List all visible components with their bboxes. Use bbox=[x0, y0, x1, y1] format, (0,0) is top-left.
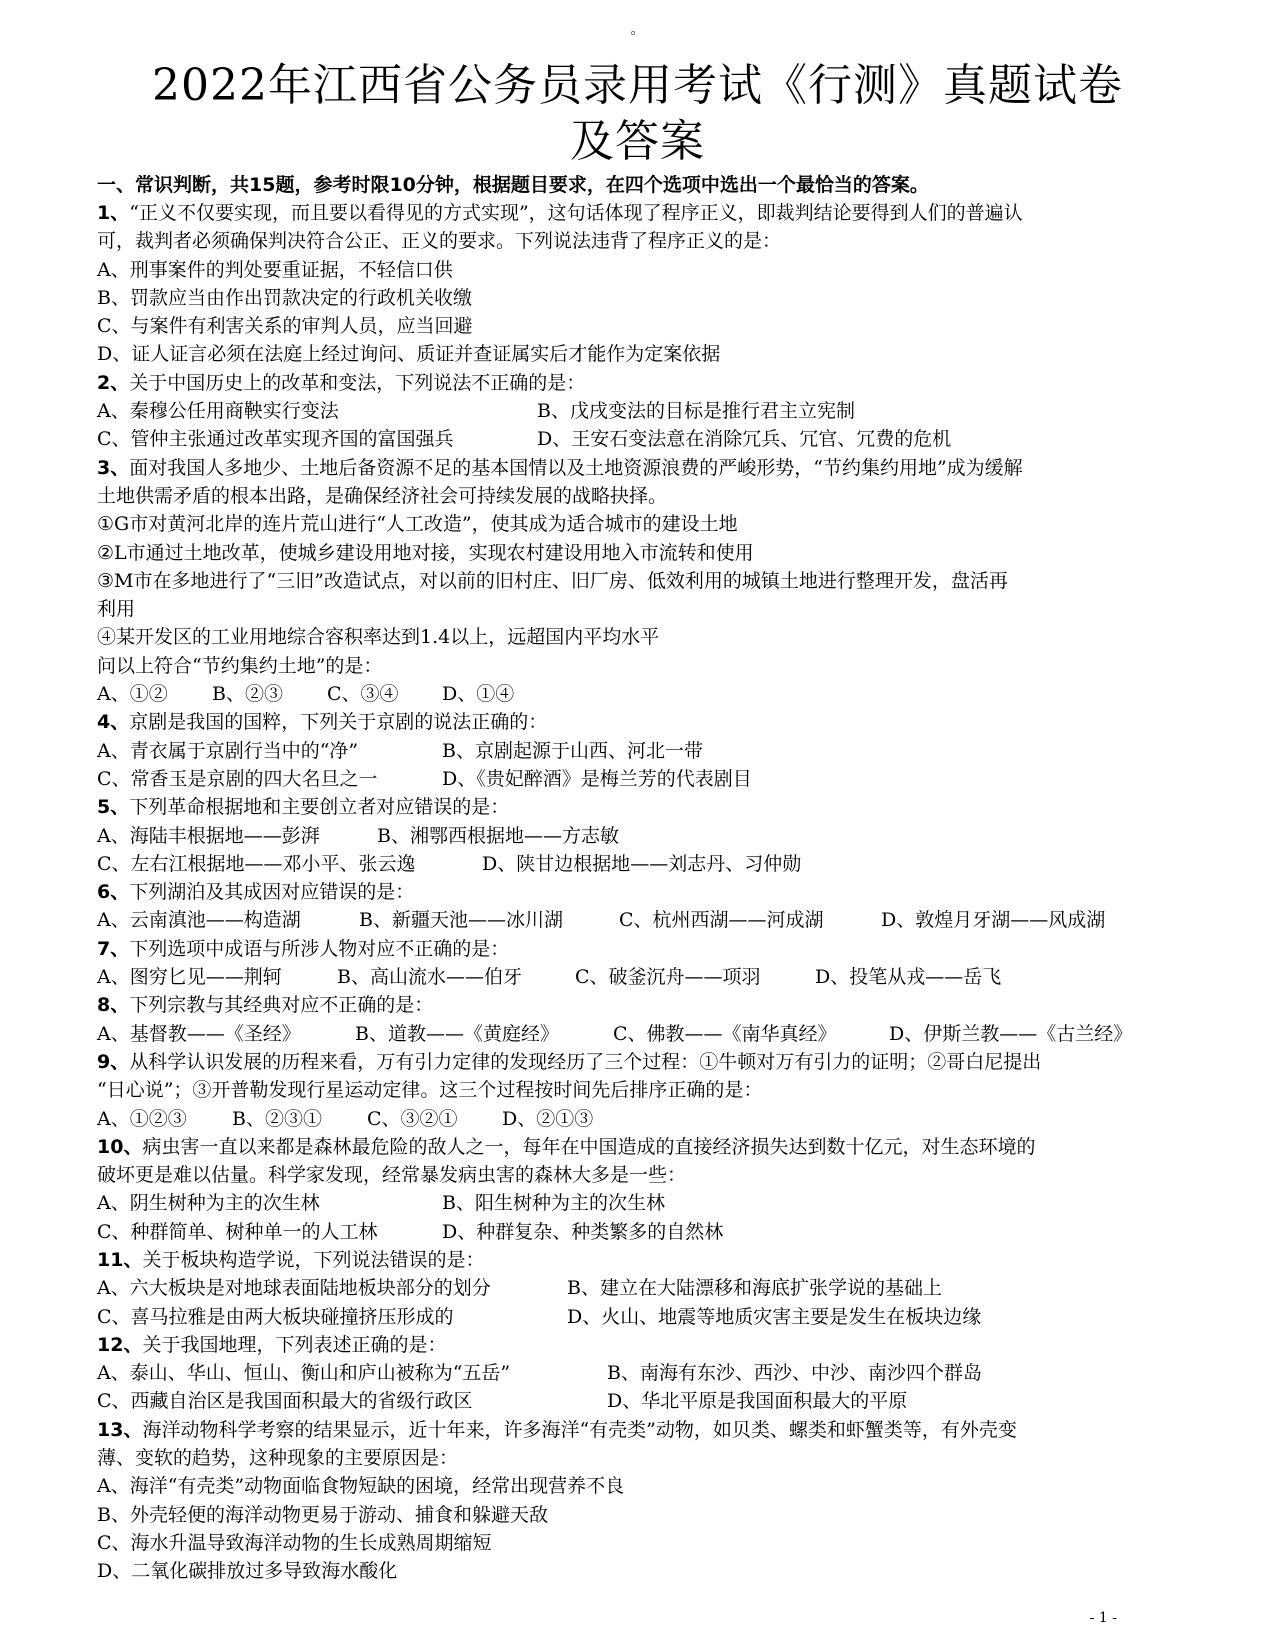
q6-option-a: A、云南滇池——构造湖 bbox=[97, 909, 301, 932]
q5-options-cd bbox=[97, 850, 1182, 878]
question-8-stem: 8、下列宗教与其经典对应不正确的是： bbox=[97, 994, 434, 1017]
question-number: 9、 bbox=[97, 1050, 130, 1073]
q10-options-cd bbox=[97, 1218, 1182, 1246]
q10-option-c: C、种群简单、树种单一的人工林 bbox=[97, 1220, 378, 1243]
q1-option-c: C、与案件有利害关系的审判人员，应当回避 bbox=[97, 315, 473, 338]
q3-option-b: B、②③ bbox=[212, 683, 283, 706]
q4-option-b: B、京剧起源于山西、河北一带 bbox=[442, 739, 703, 762]
question-3-stem-cont: 土地供需矛盾的根本出路，是确保经济社会可持续发展的战略抉择。 bbox=[97, 484, 668, 507]
q2-options-ab bbox=[97, 397, 1182, 425]
q1-option-d: D、证人证言必须在法庭上经过询问、质证并查证属实后才能作为定案依据 bbox=[97, 343, 721, 366]
question-number: 3、 bbox=[97, 456, 130, 479]
question-number: 10、 bbox=[97, 1135, 143, 1158]
q3-ask: 问以上符合“节约集约土地”的是： bbox=[97, 654, 383, 677]
question-5-stem: 5、下列革命根据地和主要创立者对应错误的是： bbox=[97, 796, 510, 819]
q7-option-d: D、投笔从戎——岳飞 bbox=[815, 966, 1002, 989]
q7-option-c: C、破釜沉舟——项羽 bbox=[575, 966, 761, 989]
q12-option-c: C、西藏自治区是我国面积最大的省级行政区 bbox=[97, 1390, 473, 1413]
page-number: - 1 - bbox=[1089, 1610, 1117, 1626]
q12-options-cd bbox=[97, 1387, 1182, 1415]
question-13-stem-cont: 薄、变软的趋势，这种现象的主要原因是： bbox=[97, 1447, 459, 1470]
question-6-stem: 6、下列湖泊及其成因对应错误的是： bbox=[97, 881, 415, 904]
question-11-stem: 11、关于板块构造学说，下列说法错误的是： bbox=[97, 1248, 485, 1271]
q12-option-b: B、南海有东沙、西沙、中沙、南沙四个群岛 bbox=[607, 1362, 982, 1385]
q8-option-d: D、伊斯兰教——《古兰经》 bbox=[889, 1022, 1133, 1045]
question-number: 4、 bbox=[97, 711, 130, 734]
q6-option-b: B、新疆天池——冰川湖 bbox=[359, 909, 563, 932]
q2-option-d: D、王安石变法意在消除冗兵、冗官、冗费的危机 bbox=[537, 428, 952, 451]
question-9-stem: 9、从科学认识发展的历程来看，万有引力定律的发现经历了三个过程：①牛顿对万有引力的证明；②哥白尼提出 bbox=[97, 1050, 1042, 1073]
q8-options bbox=[97, 1020, 1182, 1048]
title-line-2: 及答案 bbox=[570, 116, 705, 167]
q12-option-a: A、泰山、华山、恒山、衡山和庐山被称为“五岳” bbox=[97, 1362, 511, 1385]
question-2-stem: 2、关于中国历史上的改革和变法，下列说法不正确的是： bbox=[97, 371, 586, 394]
q10-option-a: A、阴生树种为主的次生林 bbox=[97, 1192, 320, 1215]
q3-option-d: D、①④ bbox=[442, 683, 515, 706]
q2-option-a: A、秦穆公任用商鞅实行变法 bbox=[97, 400, 339, 423]
question-number: 8、 bbox=[97, 994, 130, 1017]
q4-option-d: D、《贵妃醉酒》是梅兰芳的代表剧目 bbox=[442, 767, 752, 790]
q3-item-3: ③M市在多地进行了“三旧”改造试点，对以前的旧村庄、旧厂房、低效利用的城镇土地进行整理开发，盘活再 bbox=[97, 569, 1008, 592]
q10-option-b: B、阳生树种为主的次生林 bbox=[442, 1192, 665, 1215]
question-1-stem: 1、“正义不仅要实现，而且要以看得见的方式实现”，这句话体现了程序正义，即裁判结论要得到人们的普遍认 bbox=[97, 202, 1023, 224]
q11-option-d: D、火山、地震等地质灾害主要是发生在板块边缘 bbox=[567, 1305, 982, 1328]
q9-option-c: C、③②① bbox=[367, 1107, 458, 1130]
q9-option-d: D、②①③ bbox=[502, 1107, 594, 1130]
page-title bbox=[0, 58, 1275, 170]
q4-options-ab bbox=[97, 737, 1182, 765]
question-number: 11、 bbox=[97, 1248, 143, 1271]
q2-option-c: C、管仲主张通过改革实现齐国的富国强兵 bbox=[97, 428, 454, 451]
q1-option-a: A、刑事案件的判处要重证据，不轻信口供 bbox=[97, 258, 453, 281]
q3-options bbox=[97, 680, 1182, 708]
question-number: 6、 bbox=[97, 881, 130, 904]
q8-option-a: A、基督教——《圣经》 bbox=[97, 1022, 301, 1045]
question-13-stem: 13、海洋动物科学考察的结果显示，近十年来，许多海洋“有壳类”动物，如贝类、螺类和虾蟹类等，有外壳变 bbox=[97, 1418, 1017, 1441]
q10-option-d: D、种群复杂、种类繁多的自然林 bbox=[442, 1220, 724, 1243]
q6-options bbox=[97, 906, 1182, 934]
q3-item-2: ②L市通过土地改革，使城乡建设用地对接，实现农村建设用地入市流转和使用 bbox=[97, 541, 754, 564]
q9-option-a: A、①②③ bbox=[97, 1107, 187, 1130]
question-4-stem: 4、京剧是我国的国粹，下列关于京剧的说法正确的： bbox=[97, 711, 548, 734]
question-number: 2、 bbox=[97, 371, 130, 394]
question-number: 7、 bbox=[97, 937, 130, 960]
q4-option-a: A、青衣属于京剧行当中的“净” bbox=[97, 739, 359, 762]
q10-options-ab bbox=[97, 1189, 1182, 1217]
q13-option-b: B、外壳轻便的海洋动物更易于游动、捕食和躲避天敌 bbox=[97, 1503, 548, 1526]
title-line-1: 2022年江西省公务员录用考试《行测》真题试卷 bbox=[152, 60, 1123, 111]
question-number: 13、 bbox=[97, 1418, 143, 1441]
q9-options bbox=[97, 1105, 1182, 1133]
q2-option-b: B、戊戌变法的目标是推行君主立宪制 bbox=[537, 400, 855, 423]
question-number: 5、 bbox=[97, 796, 130, 819]
q3-item-3-cont: 利用 bbox=[97, 598, 136, 621]
q5-option-c: C、左右江根据地——邓小平、张云逸 bbox=[97, 852, 416, 875]
q3-option-c: C、③④ bbox=[327, 683, 399, 706]
q5-option-a: A、海陆丰根据地——彭湃 bbox=[97, 824, 320, 847]
q3-item-4: ④某开发区的工业用地综合容积率达到1.4以上，远超国内平均水平 bbox=[97, 626, 660, 649]
question-number: 1、 bbox=[97, 202, 130, 224]
q4-option-c: C、常香玉是京剧的四大名旦之一 bbox=[97, 767, 378, 790]
q13-option-c: C、海水升温导致海洋动物的生长成熟周期缩短 bbox=[97, 1531, 492, 1554]
q13-option-a: A、海洋“有壳类”动物面临食物短缺的困境，经常出现营养不良 bbox=[97, 1475, 625, 1498]
q11-option-c: C、喜马拉雅是由两大板块碰撞挤压形成的 bbox=[97, 1305, 454, 1328]
q3-item-1: ①G市对黄河北岸的连片荒山进行“人工改造”，使其成为适合城市的建设土地 bbox=[97, 513, 738, 536]
q8-option-b: B、道教——《黄庭经》 bbox=[355, 1022, 559, 1045]
q12-options-ab bbox=[97, 1359, 1182, 1387]
section-heading: 一、常识判断，共15题，参考时限10分钟，根据题目要求，在四个选项中选出一个最恰当的答案。 bbox=[97, 174, 929, 196]
top-mark: 。 bbox=[630, 22, 645, 38]
exam-content bbox=[97, 172, 1182, 1586]
q11-options-ab bbox=[97, 1274, 1182, 1302]
question-10-stem-cont: 破坏更是难以估量。科学家发现，经常暴发病虫害的森林大多是一些： bbox=[97, 1164, 687, 1187]
q11-option-a: A、六大板块是对地球表面陆地板块部分的划分 bbox=[97, 1277, 491, 1300]
q3-option-a: A、①② bbox=[97, 683, 168, 706]
q5-option-d: D、陕甘边根据地——刘志丹、习仲勋 bbox=[482, 852, 802, 875]
q5-option-b: B、湘鄂西根据地——方志敏 bbox=[377, 824, 619, 847]
q11-options-cd bbox=[97, 1303, 1182, 1331]
q7-option-a: A、图穷匕见——荆轲 bbox=[97, 966, 282, 989]
question-3-stem: 3、面对我国人多地少、土地后备资源不足的基本国情以及土地资源浪费的严峻形势，“节约集约用地”成为缓解 bbox=[97, 456, 1023, 479]
question-9-stem-cont: “日心说”；③开普勒发现行星运动定律。这三个过程按时间先后排序正确的是： bbox=[97, 1079, 763, 1102]
question-7-stem: 7、下列选项中成语与所涉人物对应不正确的是： bbox=[97, 937, 510, 960]
q13-option-d: D、二氧化碳排放过多导致海水酸化 bbox=[97, 1560, 398, 1583]
q5-options-ab bbox=[97, 822, 1182, 850]
q1-option-b: B、罚款应当由作出罚款决定的行政机关收缴 bbox=[97, 286, 472, 309]
q6-option-d: D、敦煌月牙湖——风成湖 bbox=[881, 909, 1106, 932]
question-1-stem-cont: 可，裁判者必须确保判决符合公正、正义的要求。下列说法违背了程序正义的是： bbox=[97, 230, 782, 253]
question-number: 12、 bbox=[97, 1333, 143, 1356]
q7-option-b: B、高山流水——伯牙 bbox=[337, 966, 522, 989]
q8-option-c: C、佛教——《南华真经》 bbox=[613, 1022, 837, 1045]
q2-options-cd bbox=[97, 425, 1182, 453]
q7-options bbox=[97, 963, 1182, 991]
q11-option-b: B、建立在大陆漂移和海底扩张学说的基础上 bbox=[567, 1277, 942, 1300]
q9-option-b: B、②③① bbox=[232, 1107, 322, 1130]
q6-option-c: C、杭州西湖——河成湖 bbox=[619, 909, 824, 932]
q4-options-cd bbox=[97, 765, 1182, 793]
q12-option-d: D、华北平原是我国面积最大的平原 bbox=[607, 1390, 908, 1413]
question-10-stem: 10、病虫害一直以来都是森林最危险的敌人之一，每年在中国造成的直接经济损失达到数十亿元，对生态环境的 bbox=[97, 1135, 1036, 1158]
question-12-stem: 12、关于我国地理，下列表述正确的是： bbox=[97, 1333, 447, 1356]
